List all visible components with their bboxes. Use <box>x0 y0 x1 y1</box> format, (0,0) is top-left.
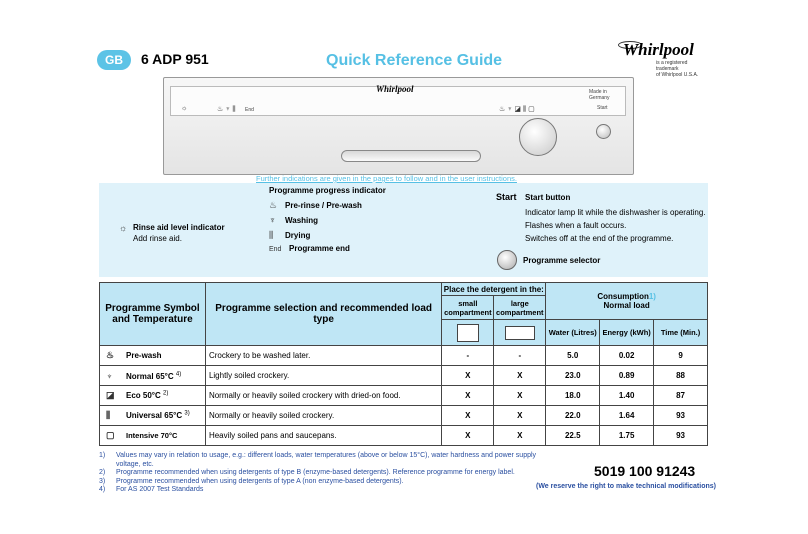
washing-icon: ♆ <box>269 215 276 225</box>
drying-icon: ⫼ <box>269 230 274 240</box>
start-title: Start button <box>525 193 571 202</box>
table-row: ♆ Normal 65°C $^{4)}$ Lightly soiled crockery. X X 23.0 0.89 88 <box>100 366 708 386</box>
header-energy: Energy (kWh) <box>600 320 654 346</box>
start-tag: Start <box>496 192 517 202</box>
programme-table <box>99 282 708 446</box>
start-line: Indicator lamp lit while the dishwasher is operating. <box>525 208 706 217</box>
start-line: Flashes when a fault occurs. <box>525 221 627 230</box>
table-row: ⫼ Universal 65°C $^{3)}$ Normally or heavily soiled crockery. X X 22.0 1.64 93 <box>100 406 708 426</box>
panel-start-label: Start <box>597 105 608 111</box>
programme-name: ⫼ Universal 65°C $^{3)}$ <box>100 406 206 426</box>
whirlpool-logo <box>612 40 708 76</box>
prewash-icon: ♨ <box>106 350 115 360</box>
footnote: 4) For AS 2007 Test Standards <box>99 486 204 493</box>
panel-brand: Whirlpool <box>376 84 414 94</box>
selector-label: Programme selector <box>523 256 601 265</box>
programme-name: ▢ Intensive 70°C <box>100 426 206 446</box>
progress-panel-icons: ♨ ♆ ⫼ <box>217 106 236 113</box>
reserve-notice: (We reserve the right to make technical modifications) <box>536 483 716 490</box>
page-title: Quick Reference Guide <box>326 52 503 69</box>
load-type: Crockery to be washed later. <box>205 346 441 366</box>
header-selection: Programme selection and recommended load type <box>205 283 441 346</box>
programme-name: ◪ Eco 50°C $^{2)}$ <box>100 386 206 406</box>
intensive-icon: ▢ <box>106 430 115 440</box>
indicator-info-box <box>99 183 708 277</box>
universal-icon: ⫼ <box>106 410 111 420</box>
rinse-aid-icon: ☼ <box>119 223 128 233</box>
model-number: 6 ADP 951 <box>141 51 209 67</box>
language-badge: GB <box>97 50 131 70</box>
panel-start-button <box>596 124 611 139</box>
progress-item: ♨ Pre-rinse / Pre-wash <box>269 200 362 210</box>
load-type: Lightly soiled crockery. <box>205 366 441 386</box>
normal-wash-icon: ♆ <box>106 370 113 381</box>
rinse-aid-title: Rinse aid level indicator <box>133 223 225 232</box>
header-large: large compartment <box>494 296 546 320</box>
panel-made-in: Made in Germany <box>589 89 610 101</box>
progress-item: End Programme end <box>269 244 350 253</box>
load-type: Heavily soiled pans and saucepans. <box>205 426 441 446</box>
programme-panel-icons: ♨ ♆ ◪ ⫼ ▢ <box>499 106 535 113</box>
logo-word: Whirlpool <box>623 40 694 59</box>
rinse-aid-panel-icon: ☼ <box>181 105 188 112</box>
load-type: Normally or heavily soiled crockery with dried-on food. <box>205 386 441 406</box>
end-icon: End <box>269 246 282 253</box>
load-type: Normally or heavily soiled crockery. <box>205 406 441 426</box>
small-compartment-icon <box>442 320 494 346</box>
door-handle <box>341 150 481 162</box>
footnote: 1) Values may vary in relation to usage, e.g.: different loads, water temperatures (above or below 15°C), water hardness and power supply voltage, etc. <box>99 452 537 468</box>
programme-dial <box>519 118 557 156</box>
footnote: 2) Programme recommended when using detergents of type B (enzyme-based detergents). Reference programme for energy label. <box>99 469 515 476</box>
logo-trademark: is a registered trademark of Whirlpool U.S.A. <box>656 60 699 78</box>
progress-item: ⫼ Drying <box>269 230 311 240</box>
header-water: Water (Litres) <box>546 320 600 346</box>
table-row: ◪ Eco 50°C $^{2)}$ Normally or heavily soiled crockery with dried-on food. X X 18.0 1.40 87 <box>100 386 708 406</box>
rinse-aid-section <box>119 223 225 243</box>
large-compartment-icon <box>494 320 546 346</box>
prewash-icon: ♨ <box>269 200 278 210</box>
eco-icon: ◪ <box>106 390 115 400</box>
table-row: ▢ Intensive 70°C Heavily soiled pans and saucepans. X X 22.5 1.75 93 <box>100 426 708 446</box>
panel-end-label: End <box>245 107 254 113</box>
start-line: Switches off at the end of the programme. <box>525 234 674 243</box>
header-place: Place the detergent in the: <box>443 284 544 294</box>
footnotes <box>99 452 559 495</box>
control-panel-illustration <box>163 77 634 175</box>
progress-item: ♆ Washing <box>269 215 319 225</box>
further-indications-link[interactable]: Further indications are given in the pages to follow and in the user instructions. <box>256 174 517 183</box>
programme-selector-icon <box>497 250 517 270</box>
header-symbol: Programme Symbol and Temperature <box>100 283 206 346</box>
header-consumption: Consumption1) Normal load <box>546 283 708 320</box>
programme-name: ♨ Pre-wash <box>100 346 206 366</box>
header-time: Time (Min.) <box>654 320 708 346</box>
rinse-aid-sub: Add rinse aid. <box>133 234 182 243</box>
footnote: 3) Programme recommended when using detergents of type A (non enzyme-based detergents). <box>99 477 404 485</box>
header-small: small compartment <box>442 296 494 320</box>
table-row: ♨ Pre-wash Crockery to be washed later. - - 5.0 0.02 9 <box>100 346 708 366</box>
progress-title: Programme progress indicator <box>269 186 386 195</box>
programme-name: ♆ Normal 65°C $^{4)}$ <box>100 366 206 386</box>
document-code: 5019 100 91243 <box>594 463 696 479</box>
